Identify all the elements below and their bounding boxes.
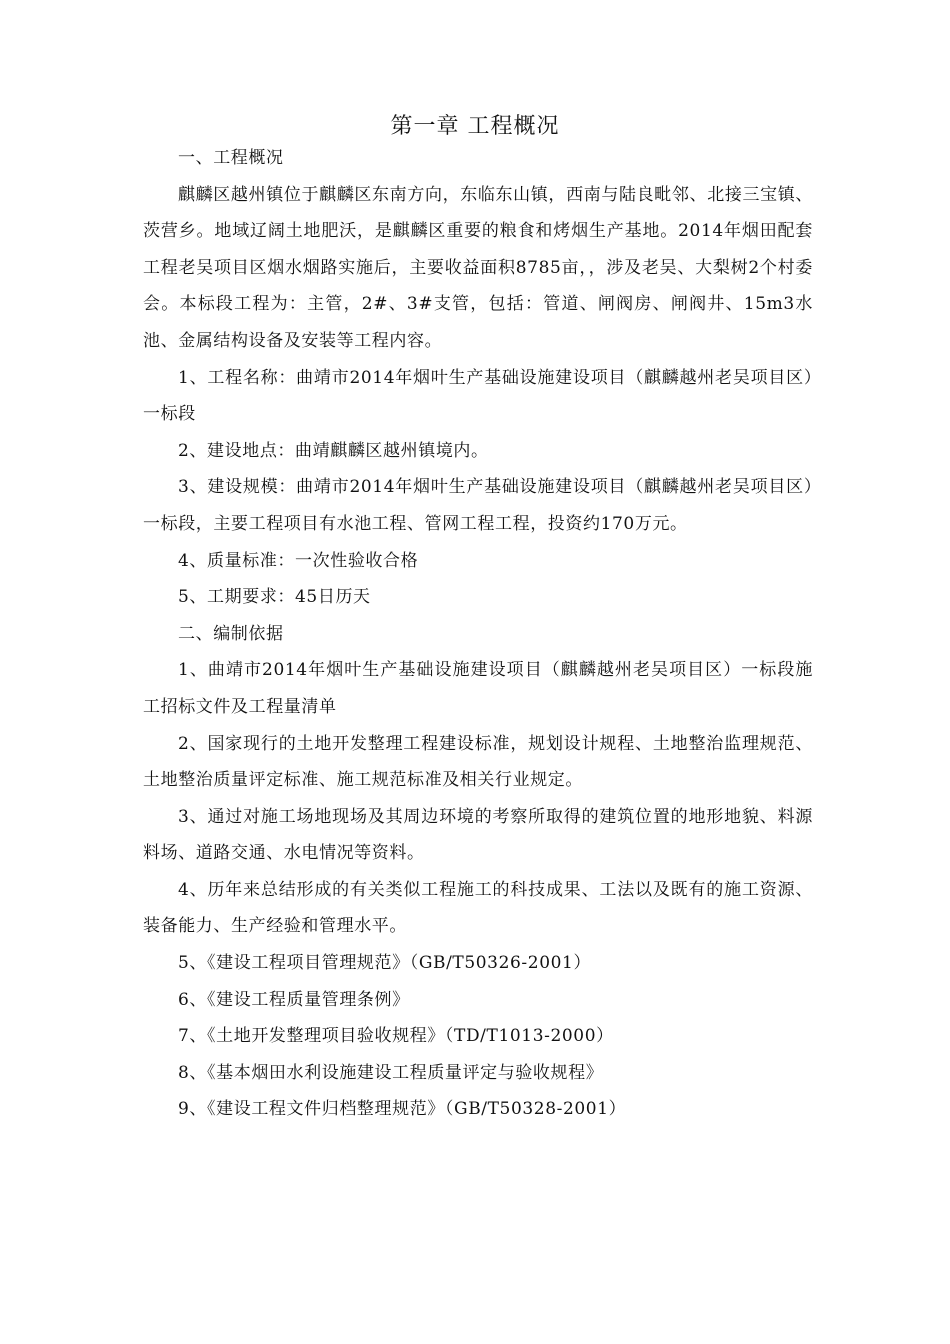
basis-item-4: 4、历年来总结形成的有关类似工程施工的科技成果、工法以及既有的施工资源、装备能力、生产经验和管理水平。 bbox=[143, 879, 813, 937]
section-heading-overview: 一、工程概况 bbox=[178, 148, 284, 168]
document-body bbox=[143, 140, 813, 1128]
paragraph-construction-scale: 3、建设规模：曲靖市2014年烟叶生产基础设施建设项目（麒麟越州老吴项目区）一标段，主要工程项目有水池工程、管网工程工程，投资约170万元。 bbox=[143, 477, 813, 534]
basis-item-1: 1、曲靖市2014年烟叶生产基础设施建设项目（麒麟越州老吴项目区）一标段施工招标文件及工程量清单 bbox=[143, 660, 813, 717]
chapter-title: 第一章 工程概况 bbox=[390, 114, 560, 139]
paragraph-location-description: 麒麟区越州镇位于麒麟区东南方向，东临东山镇，西南与陆良毗邻、北接三宝镇、茨营乡。地域辽阔土地肥沃，是麒麟区重要的粮食和烤烟生产基地。2014年烟田配套工程老吴项目区烟水烟路实施后，主要收益面积8785亩，，涉及老吴、大梨树2个村委会。本标段工程为：主管，2#、3#支管，包括：管道、闸阀房、闸阀井、15m3水池、金属结构设备及安装等工程内容。 bbox=[143, 184, 813, 351]
basis-item-8: 8、《基本烟田水利设施建设工程质量评定与验收规程》 bbox=[178, 1062, 604, 1083]
basis-item-7: 7、《土地开发整理项目验收规程》（TD/T1013-2000） bbox=[178, 1026, 614, 1047]
basis-item-2: 2、国家现行的土地开发整理工程建设标准，规划设计规程、土地整治监理规范、土地整治质量评定标准、施工规范标准及相关行业规定。 bbox=[143, 733, 813, 791]
basis-item-6: 6、《建设工程质量管理条例》 bbox=[178, 989, 410, 1010]
basis-item-9: 9、《建设工程文件归档整理规范》（GB/T50328-2001） bbox=[178, 1099, 627, 1120]
paragraph-construction-site: 2、建设地点：曲靖麒麟区越州镇境内。 bbox=[178, 440, 489, 461]
paragraph-schedule: 5、工期要求：45日历天 bbox=[178, 587, 371, 608]
paragraph-project-name: 1、工程名称：曲靖市2014年烟叶生产基础设施建设项目（麒麟越州老吴项目区）一标段 bbox=[143, 367, 813, 425]
basis-item-3: 3、通过对施工场地现场及其周边环境的考察所取得的建筑位置的地形地貌、料源料场、道路交通、水电情况等资料。 bbox=[143, 806, 813, 864]
basis-item-5: 5、《建设工程项目管理规范》（GB/T50326-2001） bbox=[178, 953, 592, 974]
paragraph-quality-standard: 4、质量标准：一次性验收合格 bbox=[178, 550, 419, 571]
section-heading-basis: 二、编制依据 bbox=[178, 623, 284, 644]
